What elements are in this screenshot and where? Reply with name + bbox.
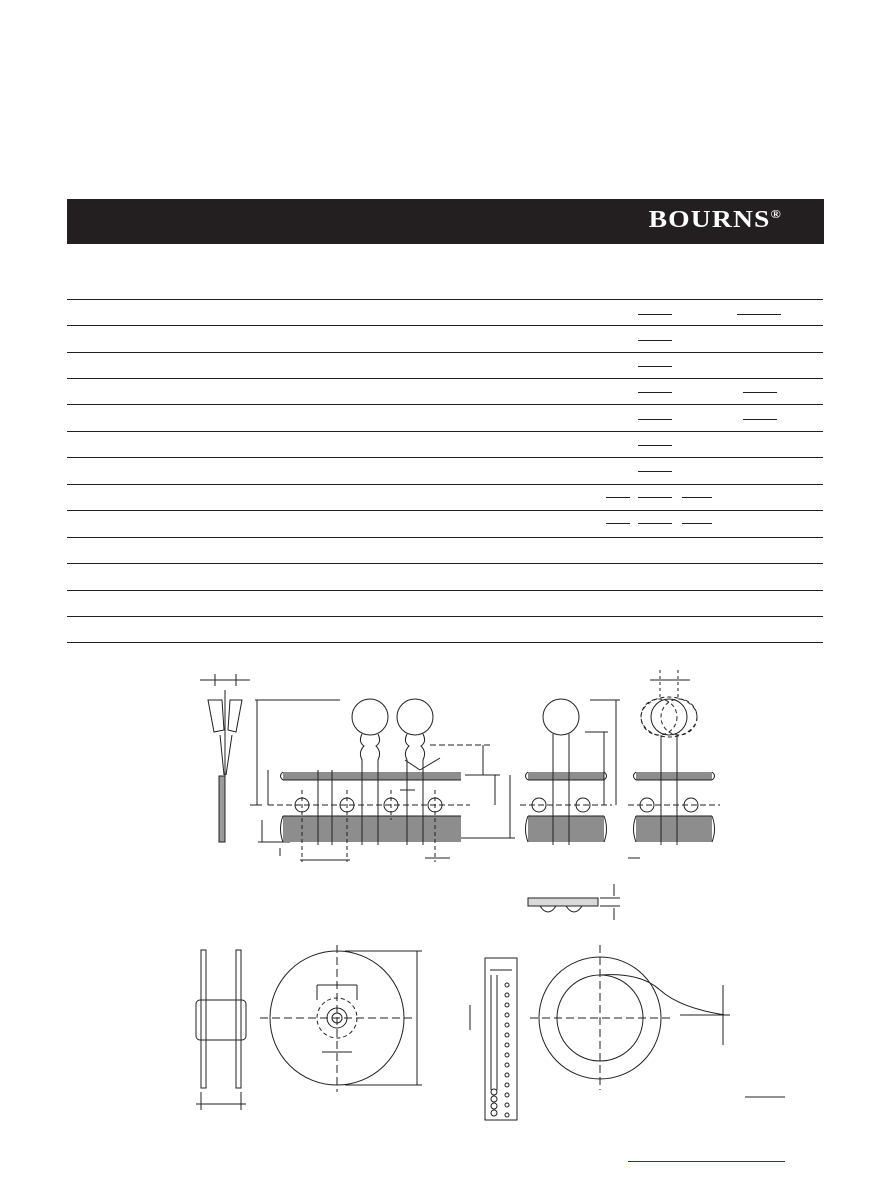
value-underline [638, 471, 672, 472]
table-rule [67, 510, 823, 511]
value-underline [638, 445, 672, 446]
tape-front-view [268, 699, 515, 862]
value-underline [743, 419, 777, 420]
value-underline [638, 392, 672, 393]
reel-side-view [196, 950, 246, 1110]
value-underline [638, 523, 672, 524]
table-rule [67, 590, 823, 591]
table-rule [67, 378, 823, 379]
value-underline [638, 366, 672, 367]
single-component-view [520, 699, 620, 845]
header-bar [67, 199, 824, 244]
table-rule [67, 431, 823, 432]
ammo-pack-view [470, 958, 517, 1120]
table-rule [67, 563, 823, 564]
website-link-underline[interactable] [628, 1161, 785, 1162]
reel-front-view [260, 945, 422, 1092]
value-underline [606, 497, 630, 498]
tape-cross-section [528, 884, 620, 920]
value-underline [638, 419, 672, 420]
bourns-logo: BOURNS® [648, 207, 782, 233]
value-underline [638, 314, 672, 315]
value-underline [606, 523, 630, 524]
ammo-pack-components [491, 975, 509, 1117]
table-rule [67, 299, 823, 300]
tape-and-reel-drawing [0, 655, 891, 1135]
table-rule [67, 484, 823, 485]
offset-component-view [628, 670, 720, 858]
table-rule [67, 352, 823, 353]
value-underline [638, 340, 672, 341]
table-rule [67, 616, 823, 617]
value-underline [638, 497, 672, 498]
table-rule [67, 325, 823, 326]
table-rule [67, 642, 823, 643]
value-underline [737, 314, 781, 315]
table-rule [67, 537, 823, 538]
value-underline [682, 497, 712, 498]
value-underline [743, 392, 777, 393]
value-underline [682, 523, 712, 524]
table-rule [67, 404, 823, 405]
table-rule [67, 457, 823, 458]
wound-tape-view [530, 945, 785, 1097]
